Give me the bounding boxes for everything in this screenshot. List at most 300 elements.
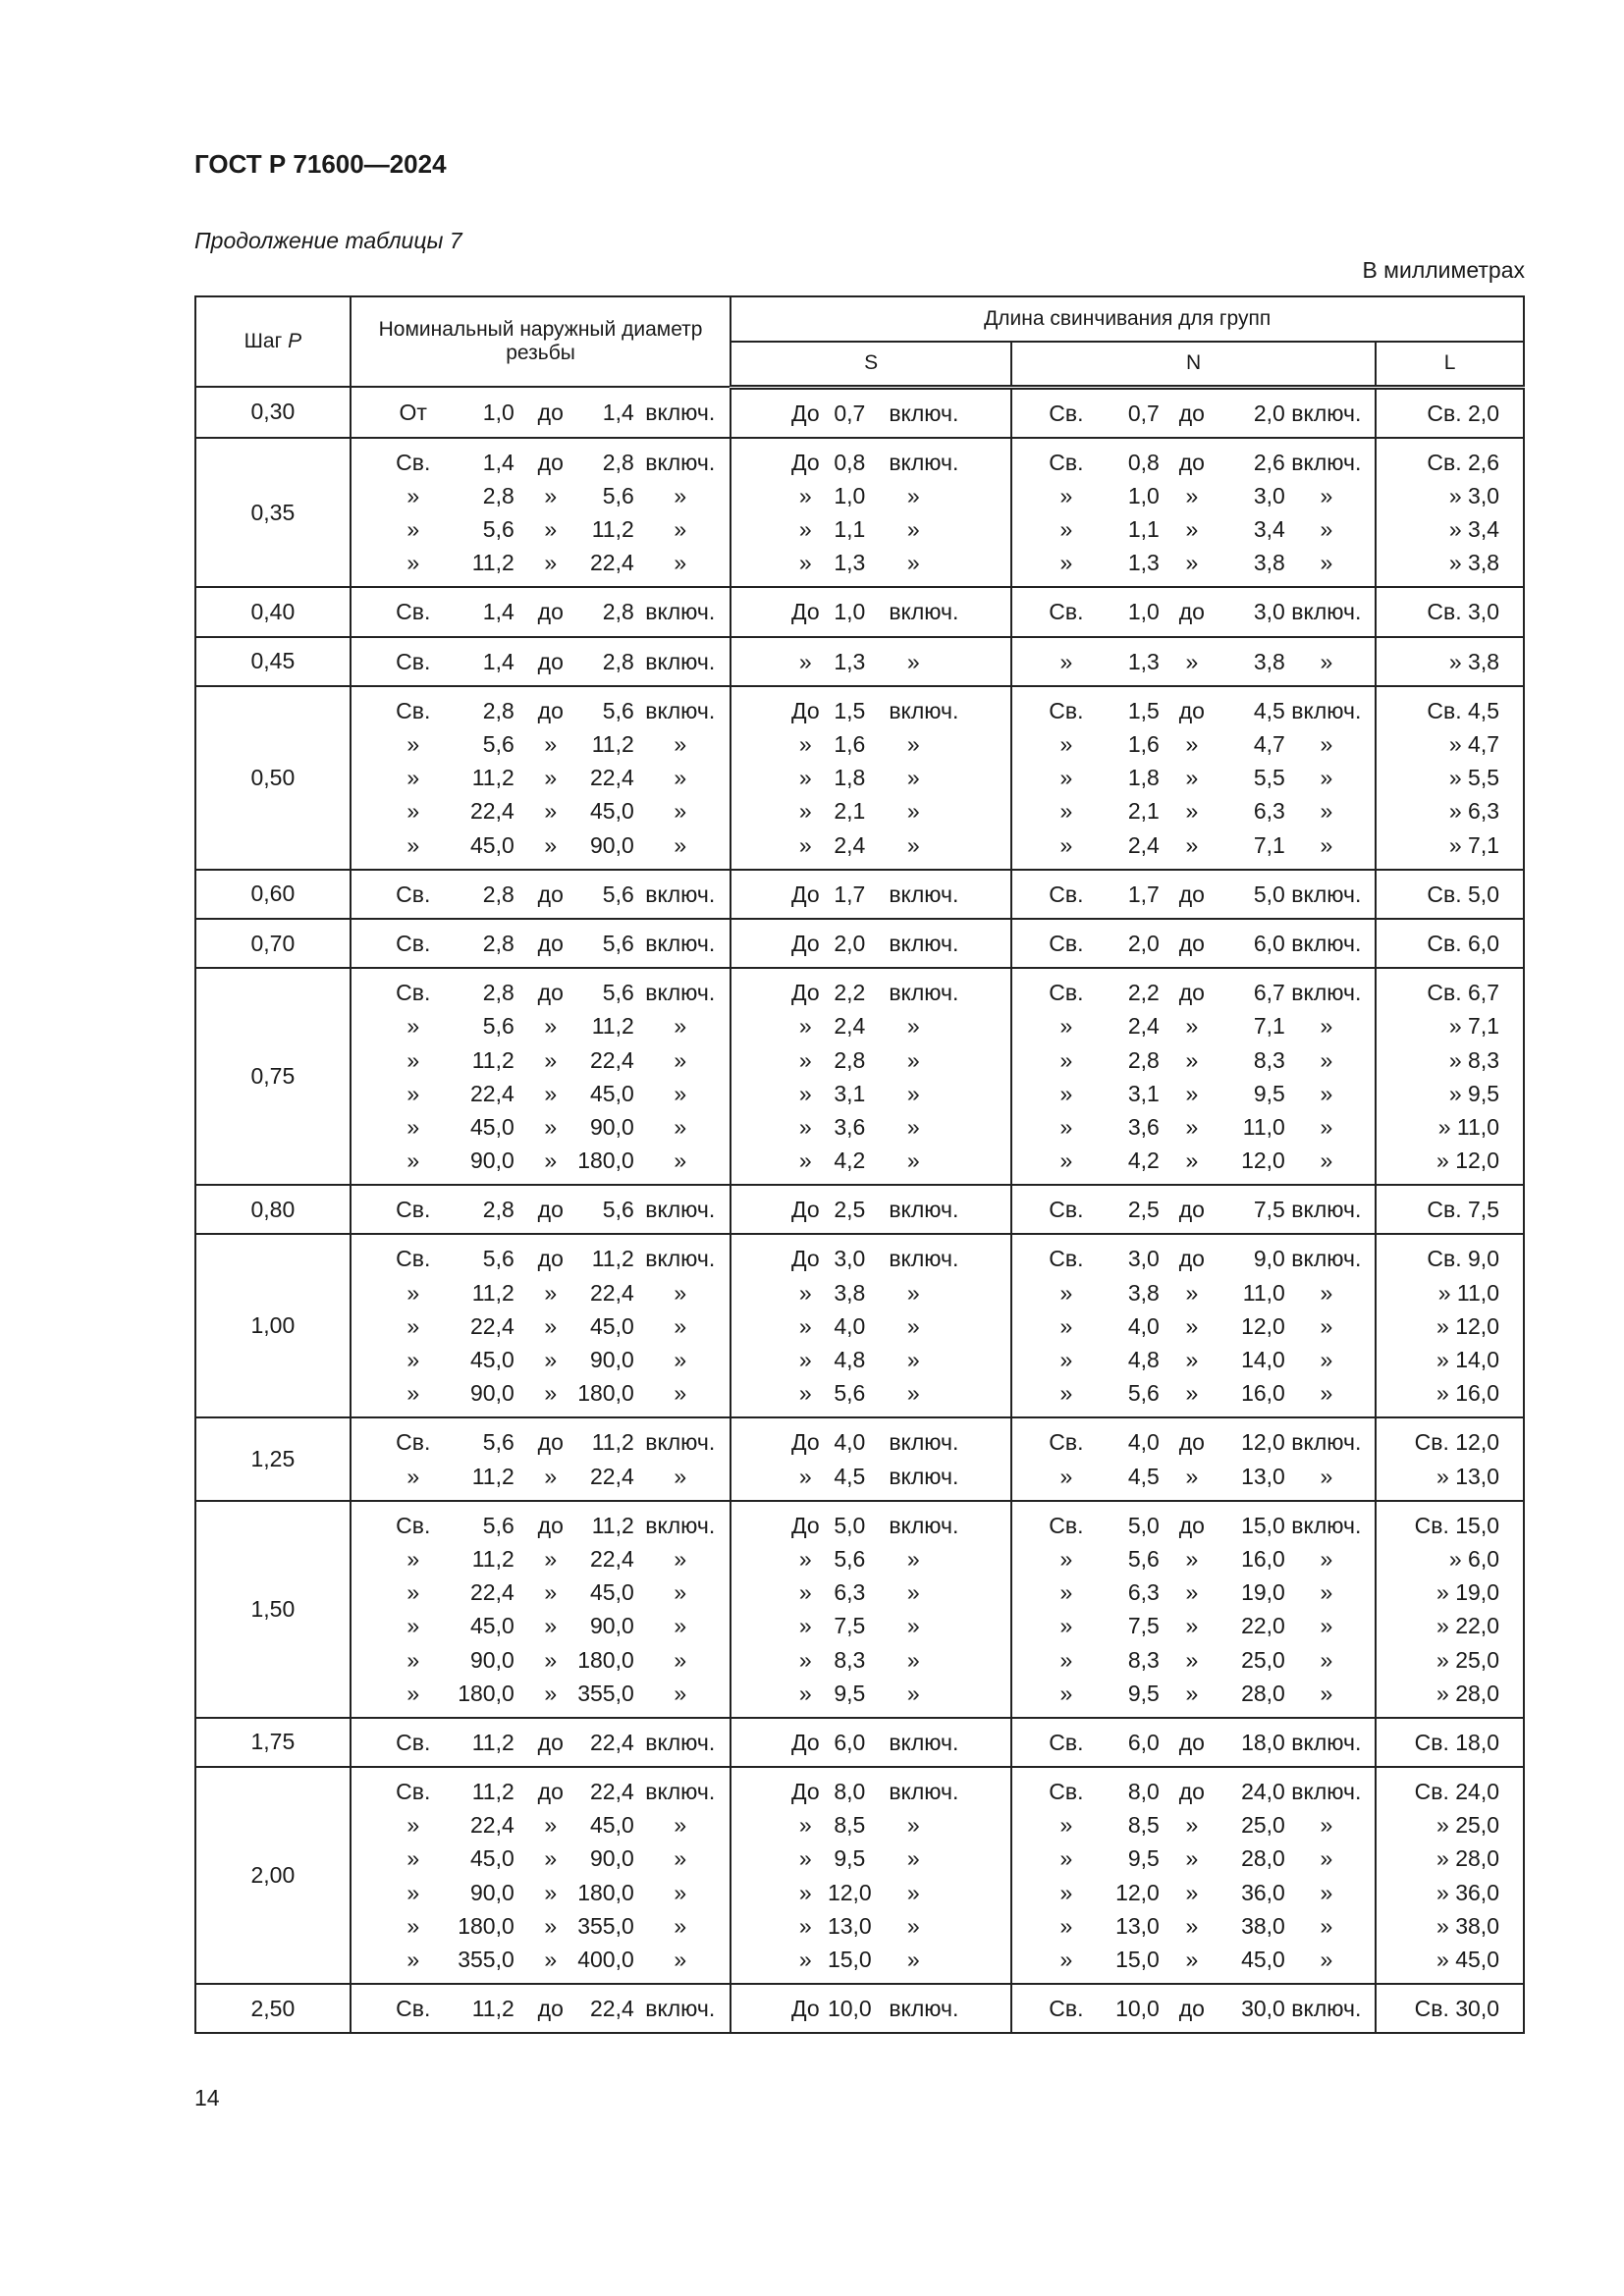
length-l-value bbox=[1377, 1309, 1523, 1343]
diameter-token: 22,4 bbox=[590, 1046, 634, 1073]
diameter-token: » bbox=[544, 798, 558, 825]
length-n-token: » bbox=[1059, 1947, 1073, 1972]
length-n-token: » bbox=[1320, 516, 1333, 543]
length-n-token: » bbox=[1059, 648, 1073, 674]
length-s-token: До bbox=[791, 980, 820, 1006]
length-s-token: включ. bbox=[889, 599, 959, 625]
length-n-range bbox=[1012, 694, 1375, 727]
length-l-value bbox=[1377, 1509, 1523, 1542]
length-s-cell bbox=[731, 870, 1011, 919]
length-l-token: » 36,0 bbox=[1436, 1879, 1499, 1905]
length-s-token: 4,0 bbox=[834, 1429, 866, 1456]
length-s-value bbox=[731, 446, 1010, 479]
diameter-token: 11,2 bbox=[471, 1996, 514, 2022]
diameter-range bbox=[352, 1193, 731, 1226]
length-n-token: до bbox=[1178, 1429, 1205, 1456]
length-s-token: » bbox=[798, 516, 812, 543]
length-l-token: » 28,0 bbox=[1436, 1845, 1499, 1872]
length-l-token: Св. 18,0 bbox=[1414, 1729, 1499, 1755]
length-s-cell bbox=[731, 387, 1011, 438]
diameter-token: включ. bbox=[645, 449, 716, 475]
pitch-cell: 0,75 bbox=[195, 968, 351, 1185]
page-number: 14 bbox=[194, 2085, 220, 2110]
diameter-range bbox=[352, 761, 731, 794]
length-s-token: До bbox=[791, 1996, 820, 2022]
header-group-l: L bbox=[1376, 342, 1524, 387]
length-n-token: 25,0 bbox=[1241, 1812, 1285, 1839]
length-l-token: » 11,0 bbox=[1437, 1279, 1499, 1306]
diameter-token: » bbox=[406, 1947, 420, 1972]
length-n-token: 5,0 bbox=[1253, 881, 1285, 907]
table-row bbox=[195, 686, 1524, 870]
length-n-token: 6,3 bbox=[1127, 1579, 1160, 1606]
length-s-token: » bbox=[906, 1080, 920, 1106]
length-l-value bbox=[1377, 546, 1523, 579]
diameter-range bbox=[352, 512, 731, 546]
length-s-value bbox=[731, 397, 1010, 430]
length-s-token: До bbox=[791, 1429, 820, 1456]
diameter-token: Св. bbox=[396, 1729, 431, 1755]
length-l-value bbox=[1377, 1643, 1523, 1677]
length-n-token: » bbox=[1059, 1879, 1073, 1905]
diameter-token: 90,0 bbox=[470, 1380, 514, 1407]
length-s-token: включ. bbox=[889, 930, 959, 956]
length-s-cell bbox=[731, 1417, 1011, 1500]
length-n-token: » bbox=[1185, 1279, 1199, 1306]
diameter-token: 5,6 bbox=[602, 881, 634, 907]
length-n-token: Св. bbox=[1049, 881, 1084, 907]
length-n-range bbox=[1012, 1909, 1375, 1943]
length-n-cell bbox=[1011, 686, 1376, 870]
diameter-token: » bbox=[674, 1879, 687, 1905]
length-n-token: » bbox=[1059, 1046, 1073, 1073]
diameter-token: » bbox=[544, 1879, 558, 1905]
length-n-token: 3,8 bbox=[1253, 550, 1285, 576]
length-l-value bbox=[1377, 1609, 1523, 1642]
length-l-value bbox=[1377, 1542, 1523, 1575]
length-s-token: До bbox=[791, 599, 820, 625]
length-n-range bbox=[1012, 1144, 1375, 1177]
length-n-token: Св. bbox=[1049, 449, 1084, 475]
diameter-token: » bbox=[674, 1680, 687, 1706]
diameter-token: 5,6 bbox=[482, 1013, 514, 1040]
length-n-token: 12,0 bbox=[1241, 1312, 1285, 1339]
length-n-cell bbox=[1011, 919, 1376, 968]
length-n-token: » bbox=[1320, 798, 1333, 825]
diameter-token: до bbox=[537, 1512, 564, 1538]
length-s-token: » bbox=[798, 482, 812, 508]
length-l-value bbox=[1377, 446, 1523, 479]
length-s-value bbox=[731, 1509, 1010, 1542]
diameter-token: 22,4 bbox=[470, 1312, 514, 1339]
diameter-token: » bbox=[406, 1279, 420, 1306]
diameter-token: » bbox=[674, 831, 687, 858]
length-n-token: Св. bbox=[1049, 1197, 1084, 1223]
length-n-cell bbox=[1011, 1234, 1376, 1417]
length-l-value bbox=[1377, 595, 1523, 628]
length-s-token: 8,3 bbox=[834, 1646, 866, 1673]
length-n-token: » bbox=[1185, 1380, 1199, 1407]
length-s-cell bbox=[731, 686, 1011, 870]
length-n-range bbox=[1012, 1509, 1375, 1542]
length-n-cell bbox=[1011, 438, 1376, 588]
length-s-token: » bbox=[798, 648, 812, 674]
length-s-value bbox=[731, 1775, 1010, 1808]
length-s-value bbox=[731, 878, 1010, 911]
diameter-token: 355,0 bbox=[577, 1912, 634, 1939]
length-n-token: » bbox=[1059, 1613, 1073, 1639]
length-n-token: до bbox=[1178, 1729, 1205, 1755]
length-n-token: 7,5 bbox=[1127, 1613, 1160, 1639]
length-n-token: Св. bbox=[1049, 980, 1084, 1006]
diameter-token: » bbox=[674, 798, 687, 825]
length-l-token: Св. 7,5 bbox=[1427, 1197, 1499, 1223]
length-s-value bbox=[731, 645, 1010, 678]
diameter-token: » bbox=[406, 1312, 420, 1339]
diameter-token: включ. bbox=[645, 697, 716, 723]
length-s-token: 1,8 bbox=[834, 765, 866, 791]
length-n-token: » bbox=[1059, 482, 1073, 508]
length-n-token: » bbox=[1059, 516, 1073, 543]
diameter-token: включ. bbox=[645, 399, 716, 425]
length-s-token: 1,0 bbox=[834, 599, 866, 625]
diameter-token: 1,4 bbox=[482, 449, 514, 475]
length-n-token: включ. bbox=[1291, 980, 1362, 1006]
length-l-value bbox=[1377, 1992, 1523, 2025]
length-l-value bbox=[1377, 1376, 1523, 1410]
diameter-token: 180,0 bbox=[577, 1879, 634, 1905]
length-n-token: 1,1 bbox=[1127, 516, 1160, 543]
length-l-value bbox=[1377, 479, 1523, 512]
length-n-token: » bbox=[1320, 1613, 1333, 1639]
length-n-token: 8,3 bbox=[1127, 1646, 1160, 1673]
diameter-token: 180,0 bbox=[577, 1646, 634, 1673]
length-s-token: 1,0 bbox=[834, 482, 866, 508]
length-n-token: » bbox=[1320, 1545, 1333, 1572]
diameter-token: 1,0 bbox=[482, 399, 514, 425]
diameter-cell bbox=[351, 1767, 731, 1984]
diameter-token: » bbox=[674, 1013, 687, 1040]
length-s-value bbox=[731, 1992, 1010, 2025]
length-n-token: Св. bbox=[1049, 400, 1084, 426]
length-l-cell bbox=[1376, 387, 1524, 438]
length-n-range bbox=[1012, 1876, 1375, 1909]
length-l-token: Св. 3,0 bbox=[1427, 599, 1499, 625]
length-s-token: 3,0 bbox=[834, 1246, 866, 1272]
length-s-value bbox=[731, 794, 1010, 828]
length-n-token: » bbox=[1320, 831, 1333, 858]
table-row bbox=[195, 1718, 1524, 1767]
length-n-token: 13,0 bbox=[1115, 1912, 1160, 1939]
length-n-token: » bbox=[1320, 1080, 1333, 1106]
length-n-range bbox=[1012, 1575, 1375, 1609]
length-n-token: » bbox=[1320, 550, 1333, 576]
length-n-token: Св. bbox=[1049, 1512, 1084, 1538]
length-n-token: 11,0 bbox=[1242, 1113, 1285, 1140]
length-n-token: » bbox=[1185, 1613, 1199, 1639]
length-n-token: до bbox=[1178, 1246, 1205, 1272]
diameter-token: 180,0 bbox=[458, 1912, 514, 1939]
length-s-token: » bbox=[798, 1279, 812, 1306]
length-n-token: включ. bbox=[1291, 930, 1362, 956]
length-s-token: 2,8 bbox=[834, 1046, 866, 1073]
diameter-token: » bbox=[674, 1545, 687, 1572]
length-n-range bbox=[1012, 1542, 1375, 1575]
length-n-token: » bbox=[1320, 1845, 1333, 1872]
length-n-token: » bbox=[1059, 1279, 1073, 1306]
diameter-token: 2,8 bbox=[482, 881, 514, 907]
pitch-cell: 2,50 bbox=[195, 1984, 351, 2033]
length-l-cell bbox=[1376, 1984, 1524, 2033]
diameter-token: 355,0 bbox=[577, 1680, 634, 1706]
length-s-token: » bbox=[798, 1113, 812, 1140]
length-s-token: » bbox=[798, 550, 812, 576]
length-l-cell bbox=[1376, 637, 1524, 686]
diameter-token: » bbox=[674, 1279, 687, 1306]
length-l-token: » 6,0 bbox=[1448, 1545, 1499, 1572]
length-n-token: Св. bbox=[1049, 1246, 1084, 1272]
diameter-token: 11,2 bbox=[591, 1013, 634, 1040]
length-s-token: » bbox=[906, 765, 920, 791]
diameter-token: 22,4 bbox=[470, 1579, 514, 1606]
diameter-token: » bbox=[674, 731, 687, 757]
diameter-token: 1,4 bbox=[482, 599, 514, 625]
length-n-token: » bbox=[1185, 1680, 1199, 1706]
length-s-value bbox=[731, 1943, 1010, 1976]
diameter-token: 2,8 bbox=[482, 697, 514, 723]
diameter-token: » bbox=[544, 1947, 558, 1972]
length-n-token: » bbox=[1185, 648, 1199, 674]
diameter-token: Св. bbox=[396, 449, 431, 475]
length-l-token: » 22,0 bbox=[1436, 1613, 1499, 1639]
length-n-token: 3,8 bbox=[1253, 648, 1285, 674]
diameter-token: 22,4 bbox=[470, 1080, 514, 1106]
header-pitch: Шаг P bbox=[195, 296, 351, 387]
length-n-token: до bbox=[1178, 697, 1205, 723]
length-l-token: » 13,0 bbox=[1436, 1463, 1499, 1489]
length-s-token: » bbox=[798, 798, 812, 825]
length-n-token: » bbox=[1320, 1463, 1333, 1489]
length-s-token: 4,8 bbox=[834, 1347, 866, 1372]
length-s-cell bbox=[731, 1984, 1011, 2033]
diameter-token: 22,4 bbox=[590, 1996, 634, 2022]
length-s-value bbox=[731, 1909, 1010, 1943]
diameter-token: 45,0 bbox=[590, 798, 634, 825]
length-s-token: включ. bbox=[889, 881, 959, 907]
diameter-token: 11,2 bbox=[591, 1429, 634, 1456]
length-n-token: 8,3 bbox=[1253, 1046, 1285, 1073]
length-s-token: До bbox=[791, 449, 820, 475]
length-n-token: » bbox=[1059, 1148, 1073, 1174]
length-n-token: 18,0 bbox=[1241, 1729, 1285, 1755]
diameter-token: 22,4 bbox=[590, 1463, 634, 1489]
length-l-value bbox=[1377, 1276, 1523, 1309]
length-n-token: Св. bbox=[1049, 697, 1084, 723]
length-s-token: » bbox=[906, 731, 920, 757]
diameter-token: включ. bbox=[645, 1512, 716, 1538]
length-s-token: » bbox=[798, 1879, 812, 1905]
diameter-range bbox=[352, 446, 731, 479]
diameter-token: 5,6 bbox=[602, 980, 634, 1006]
table-row bbox=[195, 1417, 1524, 1500]
length-n-token: 0,7 bbox=[1127, 400, 1160, 426]
length-n-token: » bbox=[1320, 1947, 1333, 1972]
diameter-cell bbox=[351, 1234, 731, 1417]
length-s-token: 2,1 bbox=[834, 798, 866, 825]
length-l-value bbox=[1377, 1943, 1523, 1976]
length-n-token: включ. bbox=[1291, 1729, 1362, 1755]
length-l-value bbox=[1377, 761, 1523, 794]
length-n-token: 3,0 bbox=[1253, 599, 1285, 625]
diameter-cell bbox=[351, 870, 731, 919]
length-l-value bbox=[1377, 1077, 1523, 1110]
diameter-token: 45,0 bbox=[470, 1845, 514, 1872]
pitch-cell: 0,45 bbox=[195, 637, 351, 686]
length-n-token: 5,5 bbox=[1253, 765, 1285, 791]
table-row bbox=[195, 968, 1524, 1185]
diameter-token: 90,0 bbox=[590, 1613, 634, 1639]
diameter-range bbox=[352, 1276, 731, 1309]
diameter-token: Св. bbox=[396, 980, 431, 1006]
length-n-token: 6,7 bbox=[1253, 980, 1285, 1006]
length-s-token: » bbox=[906, 1646, 920, 1673]
diameter-token: » bbox=[544, 1812, 558, 1839]
length-s-value bbox=[731, 1376, 1010, 1410]
pitch-cell: 1,50 bbox=[195, 1501, 351, 1718]
length-n-token: 45,0 bbox=[1241, 1947, 1285, 1972]
length-n-token: 1,0 bbox=[1127, 599, 1160, 625]
pitch-cell: 0,60 bbox=[195, 870, 351, 919]
diameter-range bbox=[352, 828, 731, 862]
length-n-token: » bbox=[1320, 1013, 1333, 1040]
diameter-token: 11,2 bbox=[471, 1463, 514, 1489]
length-n-token: 3,0 bbox=[1127, 1246, 1160, 1272]
diameter-range bbox=[352, 1144, 731, 1177]
length-s-token: 15,0 bbox=[827, 1947, 872, 1972]
length-n-token: » bbox=[1320, 1148, 1333, 1174]
diameter-token: 22,4 bbox=[590, 1545, 634, 1572]
diameter-token: до bbox=[537, 1246, 564, 1272]
length-n-token: включ. bbox=[1291, 697, 1362, 723]
length-l-value bbox=[1377, 1043, 1523, 1077]
length-l-value bbox=[1377, 1842, 1523, 1875]
length-n-range bbox=[1012, 1992, 1375, 2025]
length-s-cell bbox=[731, 1501, 1011, 1718]
length-n-token: » bbox=[1059, 1680, 1073, 1706]
diameter-token: » bbox=[406, 482, 420, 508]
length-n-range bbox=[1012, 1808, 1375, 1842]
length-s-token: » bbox=[906, 1947, 920, 1972]
length-n-token: 6,0 bbox=[1253, 930, 1285, 956]
diameter-token: Св. bbox=[396, 1779, 431, 1805]
length-l-cell bbox=[1376, 1718, 1524, 1767]
length-n-token: 1,5 bbox=[1127, 697, 1160, 723]
length-n-token: » bbox=[1320, 1046, 1333, 1073]
diameter-token: до bbox=[537, 1779, 564, 1805]
length-l-value bbox=[1377, 794, 1523, 828]
length-l-value bbox=[1377, 694, 1523, 727]
diameter-token: » bbox=[544, 1013, 558, 1040]
length-n-token: 9,5 bbox=[1253, 1080, 1285, 1106]
length-s-value bbox=[731, 1726, 1010, 1759]
length-n-token: 7,5 bbox=[1253, 1197, 1285, 1223]
length-s-value bbox=[731, 1242, 1010, 1275]
diameter-token: 11,2 bbox=[591, 516, 634, 543]
length-s-token: » bbox=[798, 1613, 812, 1639]
length-l-token: » 8,3 bbox=[1448, 1046, 1499, 1073]
diameter-token: » bbox=[406, 1613, 420, 1639]
length-s-token: » bbox=[906, 1812, 920, 1839]
length-n-token: » bbox=[1320, 1912, 1333, 1939]
diameter-token: включ. bbox=[645, 1996, 716, 2022]
diameter-token: » bbox=[406, 1646, 420, 1673]
length-n-token: » bbox=[1320, 1312, 1333, 1339]
diameter-range bbox=[352, 1425, 731, 1459]
length-n-token: 2,2 bbox=[1127, 980, 1160, 1006]
length-s-token: включ. bbox=[889, 1779, 959, 1805]
length-n-token: 14,0 bbox=[1241, 1347, 1285, 1372]
length-l-token: Св. 12,0 bbox=[1414, 1429, 1499, 1456]
length-s-cell bbox=[731, 637, 1011, 686]
length-n-token: » bbox=[1185, 1545, 1199, 1572]
length-s-token: » bbox=[798, 1947, 812, 1972]
length-l-token: Св. 4,5 bbox=[1427, 697, 1499, 723]
length-n-token: » bbox=[1320, 1680, 1333, 1706]
length-s-value bbox=[731, 1144, 1010, 1177]
diameter-token: » bbox=[406, 1879, 420, 1905]
diameter-cell bbox=[351, 1185, 731, 1234]
diameter-token: » bbox=[544, 1912, 558, 1939]
length-n-token: до bbox=[1178, 1996, 1205, 2022]
length-n-range bbox=[1012, 1110, 1375, 1144]
length-n-token: 1,6 bbox=[1127, 731, 1160, 757]
length-s-token: включ. bbox=[889, 1463, 959, 1489]
length-l-token: » 11,0 bbox=[1437, 1113, 1499, 1140]
diameter-token: 2,8 bbox=[602, 449, 634, 475]
diameter-token: 11,2 bbox=[591, 731, 634, 757]
length-n-token: 8,5 bbox=[1127, 1812, 1160, 1839]
diameter-range bbox=[352, 1808, 731, 1842]
diameter-token: до bbox=[537, 881, 564, 907]
length-n-token: » bbox=[1185, 1879, 1199, 1905]
length-n-token: 10,0 bbox=[1115, 1996, 1160, 2022]
diameter-token: 45,0 bbox=[470, 1613, 514, 1639]
length-l-token: » 5,5 bbox=[1448, 765, 1499, 791]
length-l-value bbox=[1377, 1343, 1523, 1376]
length-n-token: до bbox=[1178, 980, 1205, 1006]
length-n-token: 12,0 bbox=[1241, 1429, 1285, 1456]
length-n-token: включ. bbox=[1291, 599, 1362, 625]
length-s-value bbox=[731, 761, 1010, 794]
length-s-token: » bbox=[798, 1148, 812, 1174]
length-s-value bbox=[731, 828, 1010, 862]
length-l-cell bbox=[1376, 1767, 1524, 1984]
length-n-token: » bbox=[1185, 482, 1199, 508]
diameter-token: 2,8 bbox=[482, 980, 514, 1006]
length-l-token: Св. 15,0 bbox=[1414, 1512, 1499, 1538]
diameter-token: 11,2 bbox=[471, 1779, 514, 1805]
length-n-token: включ. bbox=[1291, 400, 1362, 426]
length-n-token: 24,0 bbox=[1241, 1779, 1285, 1805]
length-s-value bbox=[731, 1043, 1010, 1077]
length-n-token: включ. bbox=[1291, 1197, 1362, 1223]
diameter-cell bbox=[351, 968, 731, 1185]
length-n-token: » bbox=[1320, 1113, 1333, 1140]
diameter-token: 11,2 bbox=[471, 1545, 514, 1572]
length-s-value bbox=[731, 1425, 1010, 1459]
diameter-token: включ. bbox=[645, 648, 716, 674]
length-s-token: 0,8 bbox=[834, 449, 866, 475]
